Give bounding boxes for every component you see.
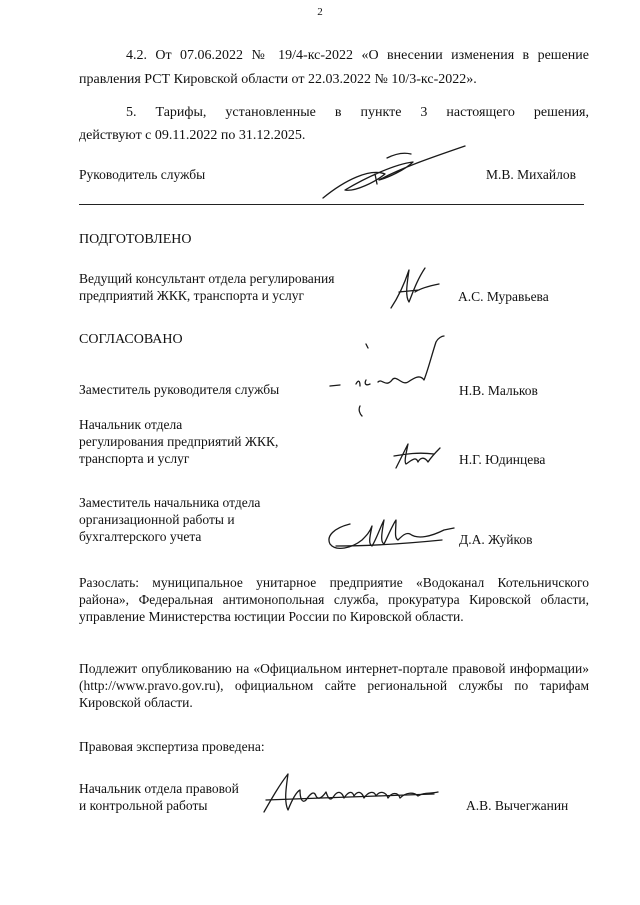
prepared-title-line2: предприятий ЖКК, транспорта и услуг [79, 288, 305, 303]
approver-2-title [79, 416, 278, 467]
approver-2-name: Н.Г. Юдинцева [459, 452, 546, 467]
approver-3-title-line1: Заместитель начальника отдела [79, 495, 261, 510]
approver-2-title-line2: регулирования предприятий ЖКК, [79, 434, 279, 449]
legal-review-statement: Правовая экспертиза проведена: [79, 739, 265, 754]
publication-note: Подлежит опубликованию на «Официальном интернет-портале правовой информации» (http://www.pravo.gov.ru), официальном сайте региональной службы по тарифам Кировской области. [79, 661, 589, 710]
legal-review-title-line2: и контрольной работы [79, 798, 208, 813]
approver-1-signature-icon [320, 330, 450, 420]
approver-1-name: Н.В. Мальков [459, 383, 538, 398]
prepared-title-line1: Ведущий консультант отдела регулирования [79, 271, 335, 286]
head-title: Руководитель службы [79, 167, 206, 182]
agreed-heading: СОГЛАСОВАНО [79, 332, 183, 347]
head-name: М.В. Михайлов [486, 167, 577, 182]
approver-2-title-line3: транспорта и услуг [79, 451, 190, 466]
prepared-name: А.С. Муравьева [458, 289, 549, 304]
legal-review-title-line1: Начальник отдела правовой [79, 781, 239, 796]
approver-1-title-line1: Заместитель руководителя службы [79, 382, 280, 397]
signature-divider [79, 204, 584, 205]
approver-1-title [79, 381, 279, 398]
approver-3-title [79, 494, 260, 545]
legal-review-signature-icon [258, 770, 448, 820]
approver-2-signature-icon [388, 438, 448, 474]
head-signature-icon [315, 140, 475, 205]
decision-item-5-line1: 5. Тарифы, установленные в пункте 3 настоящего решения, [126, 105, 589, 120]
prepared-heading: ПОДГОТОВЛЕНО [79, 232, 192, 247]
page-number: 2 [317, 6, 323, 18]
legal-review-name: А.В. Вычегжанин [466, 798, 569, 813]
approver-3-name: Д.А. Жуйков [459, 532, 533, 547]
decision-item-5-line2: действуют с 09.11.2022 по 31.12.2025. [79, 128, 306, 143]
prepared-signature-icon [385, 262, 445, 314]
approver-3-title-line3: бухгалтерского учета [79, 529, 202, 544]
distribution-list: Разослать: муниципальное унитарное предприятие «Водоканал Котельничского района», Федеральная антимонопольная служба, прокуратура Кировской области, управление Министерства юстиции России по Кировской области. [79, 575, 589, 624]
approver-2-title-line1: Начальник отдела [79, 417, 183, 432]
approver-3-title-line2: организационной работы и [79, 512, 235, 527]
decision-item-4-2: 4.2. От 07.06.2022 № 19/4-кс-2022 «О внесении изменения в решение правления РСТ Кировской области от 22.03.2022 № 10/3-кс-2022». [79, 48, 589, 87]
approver-3-signature-icon [322, 506, 462, 556]
